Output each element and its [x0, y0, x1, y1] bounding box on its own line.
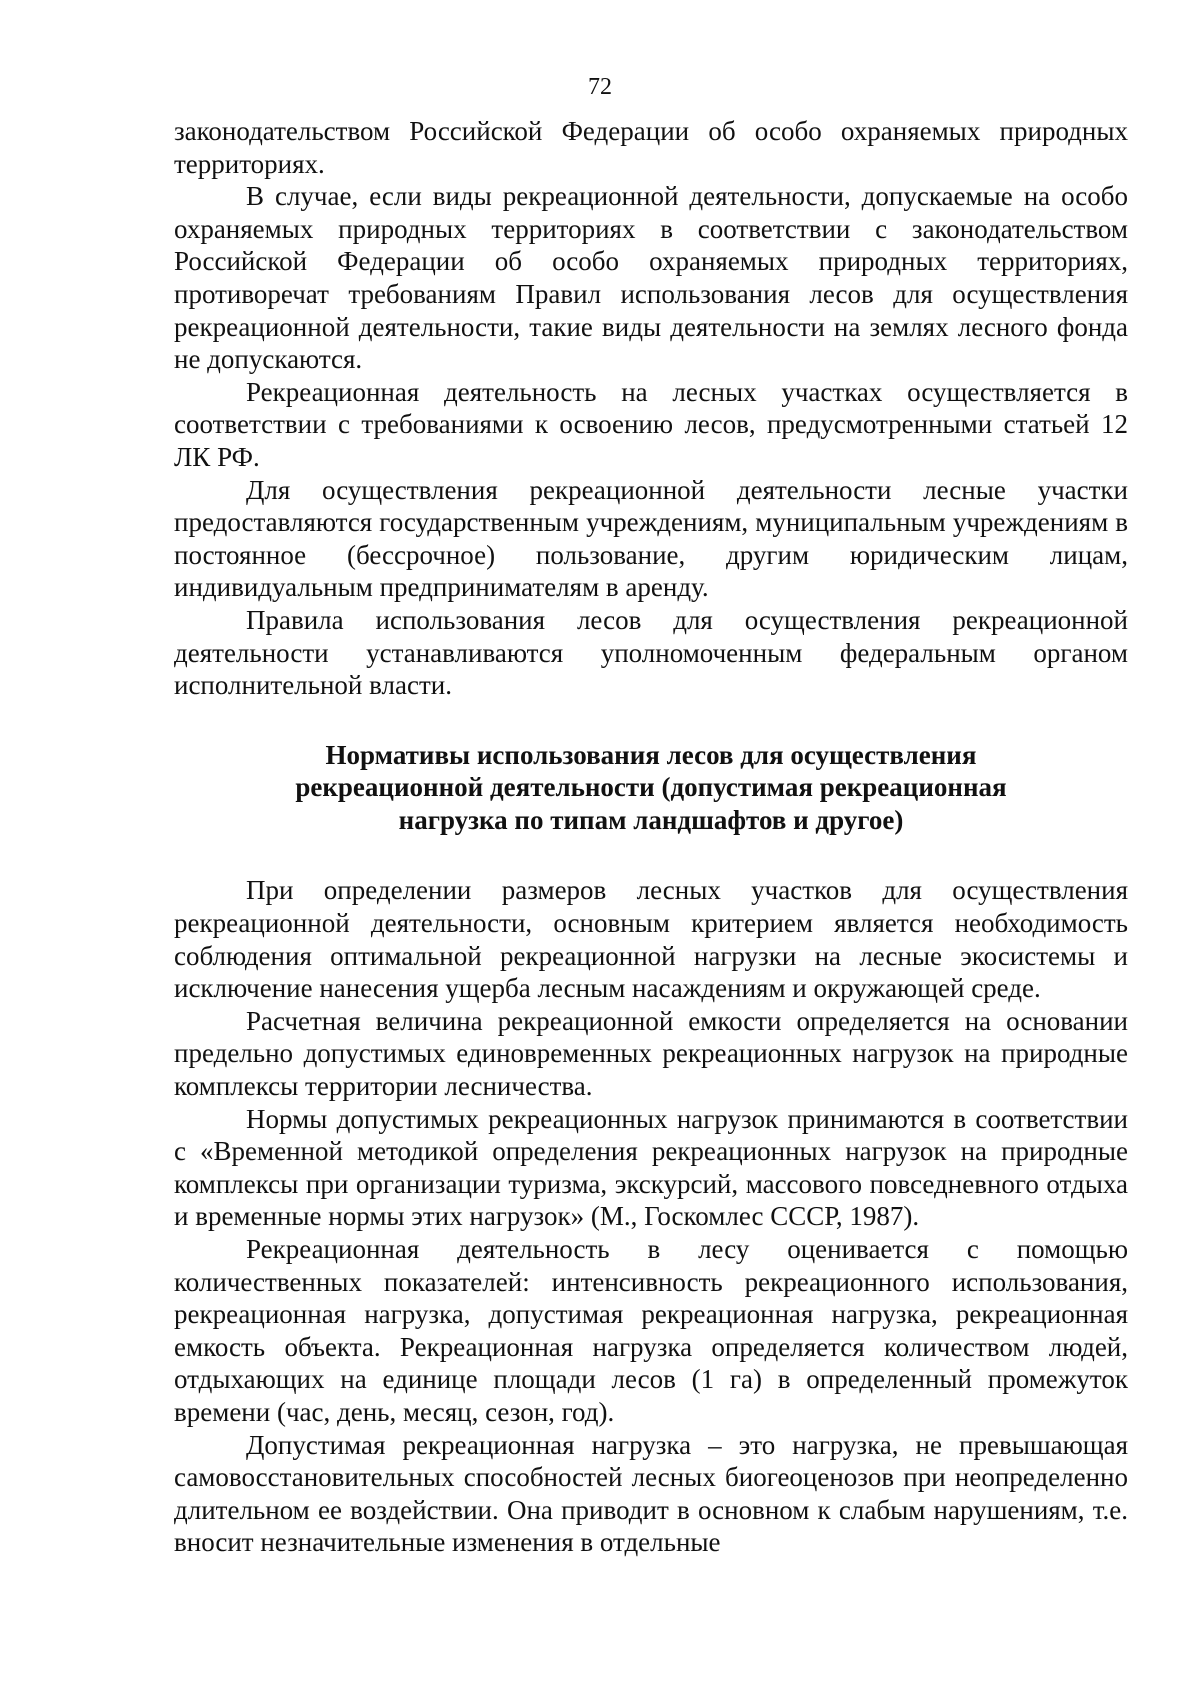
paragraph: При определении размеров лесных участков для осуществления рекреационной деятельности, основным критерием является необходимость соблюдения оптимальной рекреационной нагрузки на лесные экосистемы и исключение нанесения ущерба лесным насаждениям и окружающей среде. [174, 875, 1128, 1004]
page-number: 72 [588, 74, 612, 100]
paragraph: Для осуществления рекреационной деятельности лесные участки предоставляются государственным учреждениям, муниципальным учреждениям в постоянное (бессрочное) пользование, другим юридическим лицам, индивидуальным предпринимателям в аренду. [174, 474, 1128, 603]
paragraph: Правила использования лесов для осуществления рекреационной деятельности устанавливаются уполномоченным федеральным органом исполнительной власти. [174, 604, 1128, 701]
document-body [174, 115, 1128, 1559]
paragraph: Расчетная величина рекреационной емкости определяется на основании предельно допустимых единовременных рекреационных нагрузок на природные комплексы территории лесничества. [174, 1005, 1128, 1102]
section-heading-line: нагрузка по типам ландшафтов и другое) [398, 804, 904, 835]
paragraph: Допустимая рекреационная нагрузка – это нагрузка, не превышающая самовосстановительных способностей лесных биогеоценозов при неопределенно длительном ее воздействии. Она приводит в основном к слабым нарушениям, т.е. вносит незначительные изменения в отдельные [174, 1429, 1128, 1558]
section-heading-line: Нормативы использования лесов для осуществления [325, 739, 977, 770]
paragraph-continuation: законодательством Российской Федерации об особо охраняемых природных территориях. [174, 116, 1128, 179]
paragraph: В случае, если виды рекреационной деятельности, допускаемые на особо охраняемых природных территориях в соответствии с законодательством Российской Федерации об особо охраняемых природных территориях, противоречат требованиям Правил использования лесов для осуществления рекреационной деятельности, такие виды деятельности на землях лесного фонда не допускаются. [174, 181, 1128, 375]
section-heading [174, 739, 1128, 837]
paragraph: Рекреационная деятельность в лесу оценивается с помощью количественных показателей: интенсивность рекреационного использования, рекреационная нагрузка, допустимая рекреационная нагрузка, рекреационная емкость объекта. Рекреационная нагрузка определяется количеством людей, отдыхающих на единице площади лесов (1 га) в определенный промежуток времени (час, день, месяц, сезон, год). [174, 1234, 1128, 1427]
paragraph: Нормы допустимых рекреационных нагрузок принимаются в соответствии с «Временной методикой определения рекреационных нагрузок на природные комплексы при организации туризма, экскурсий, массового повседневного отдыха и временные нормы этих нагрузок» (М., Госкомлес СССР, 1987). [174, 1103, 1128, 1232]
paragraph: Рекреационная деятельность на лесных участках осуществляется в соответствии с требованиями к освоению лесов, предусмотренными статьей 12 ЛК РФ. [174, 376, 1128, 472]
section-heading-line: рекреационной деятельности (допустимая рекреационная [295, 772, 1007, 803]
